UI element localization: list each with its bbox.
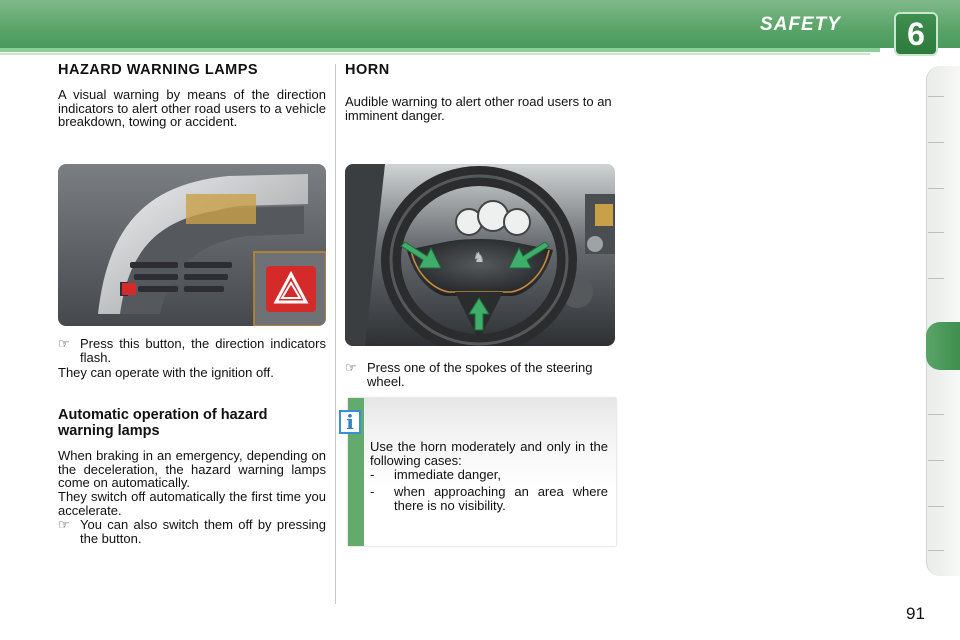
tab-divider [928,278,944,279]
horn-info-item [370,485,608,515]
bottom-spoke-arrow-icon [469,298,489,330]
column-divider [335,64,336,604]
horn-bullet-press-text: Press one of the spokes of the steering wheel. [367,360,593,389]
tab-divider [928,414,944,415]
horn-info-item-text: when approaching an area where there is no visibility. [394,484,608,513]
dash-marker: - [370,467,375,482]
horn-bullet-press [345,361,617,391]
hazard-bullet-press-text: Press this button, the direction indicators flash. [80,336,326,365]
tab-divider [928,232,944,233]
hazard-lamps-intro: A visual warning by means of the direction indicators to alert other road users to a vehicle breakdown, towing or accident. [58,87,326,129]
hazard-bullet-switch-off [58,518,326,548]
horn-info-item-text: immediate danger, [394,467,501,482]
tab-divider [928,460,944,461]
section-title: SAFETY [760,14,841,35]
tab-divider [928,188,944,189]
automatic-switch-off-para: They switch off automatically the first time you accelerate. [58,489,326,518]
pointing-hand-icon: ☞ [345,360,357,375]
automatic-operation-para: When braking in an emergency, depending on the deceleration, the hazard warning lamps come on automatically. [58,448,326,490]
hazard-bullet-switch-off-text: You can also switch them off by pressing the button. [80,517,326,546]
horn-title: HORN [345,62,390,78]
tab-divider [928,96,944,97]
spoke-arrows-overlay [345,164,615,346]
hazard-bullet-press [58,337,326,367]
info-icon: i [339,410,361,434]
horn-info-item [370,468,608,484]
tab-divider [928,550,944,551]
header-rule [0,48,880,52]
tab-divider [928,506,944,507]
automatic-operation-title: Automatic operation of hazard warning lamps [58,407,268,439]
horn-info-text: Use the horn moderately and only in the following cases: [370,439,608,468]
pointing-hand-icon: ☞ [58,517,70,532]
active-chapter-tab [926,322,960,370]
page-number: 91 [906,604,925,623]
hazard-ignition-note: They can operate with the ignition off. [58,365,274,380]
pointing-hand-icon: ☞ [58,336,70,351]
chapter-number-badge: 6 [894,12,938,56]
hazard-lamps-title: HAZARD WARNING LAMPS [58,62,259,78]
right-spoke-arrow-icon [509,242,549,268]
hazard-switch-photo [58,164,326,326]
tab-divider [928,142,944,143]
svg-text:♞: ♞ [472,250,486,266]
horn-intro: Audible warning to alert other road users to an imminent danger. [345,94,612,123]
left-spoke-arrow-icon [401,242,441,268]
dash-marker: - [370,484,375,499]
header-rule-thin [0,53,870,55]
